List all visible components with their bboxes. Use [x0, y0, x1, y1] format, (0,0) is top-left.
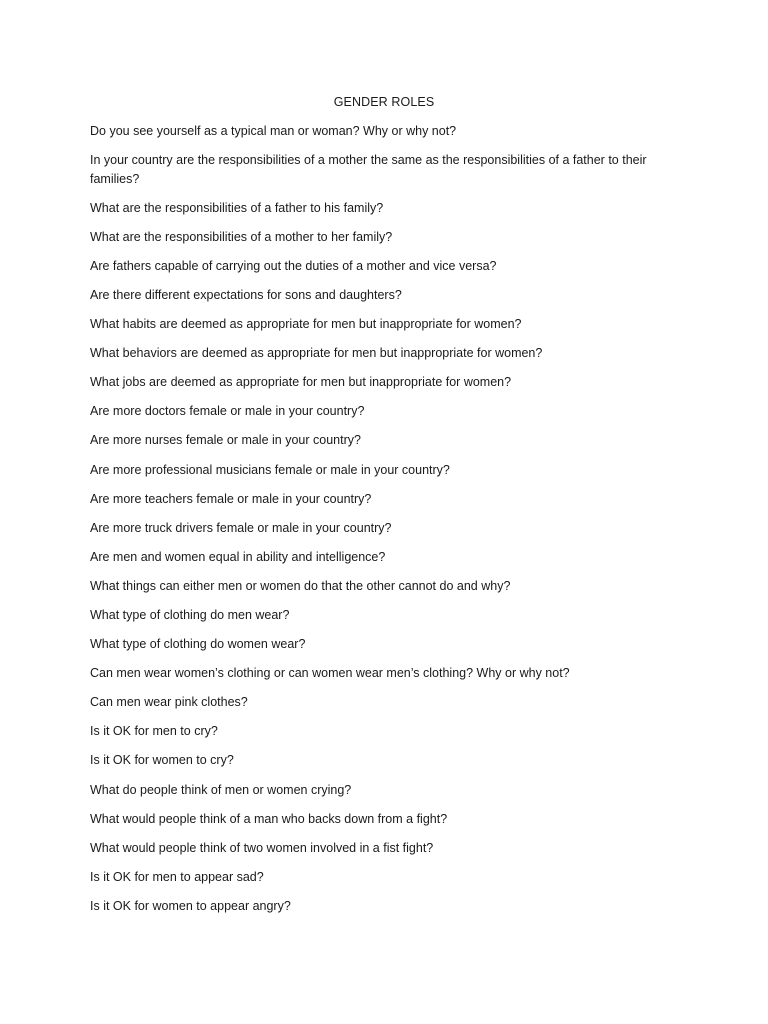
- question-item: Are more professional musicians female or male in your country?: [90, 462, 450, 477]
- question-list: [90, 122, 678, 926]
- question-item: What habits are deemed as appropriate for men but inappropriate for women?: [90, 317, 522, 332]
- question-item: In your country are the responsibilities of a mother the same as the responsibilities of a father to their families?: [90, 153, 647, 186]
- page-title: GENDER ROLES: [333, 95, 435, 109]
- question-item: What do people think of men or women crying?: [90, 782, 352, 797]
- question-item: Are more nurses female or male in your country?: [90, 433, 361, 448]
- question-item: What behaviors are deemed as appropriate for men but inappropriate for women?: [90, 346, 543, 361]
- question-item: Is it OK for men to cry?: [90, 724, 218, 739]
- question-item: Are more truck drivers female or male in your country?: [90, 520, 392, 535]
- question-item: Can men wear pink clothes?: [90, 695, 248, 710]
- question-item: Are men and women equal in ability and intelligence?: [90, 549, 386, 564]
- question-item: What would people think of a man who backs down from a fight?: [90, 811, 448, 826]
- question-item: Is it OK for women to appear angry?: [90, 898, 291, 913]
- question-item: What are the responsibilities of a father to his family?: [90, 200, 384, 215]
- question-item: What would people think of two women involved in a fist fight?: [90, 840, 434, 855]
- question-item: What are the responsibilities of a mother to her family?: [90, 229, 393, 244]
- question-item: What things can either men or women do that the other cannot do and why?: [90, 578, 511, 593]
- question-item: Are more teachers female or male in your country?: [90, 491, 372, 506]
- question-item: Is it OK for men to appear sad?: [90, 869, 264, 884]
- question-item: What type of clothing do women wear?: [90, 637, 306, 652]
- question-item: Can men wear women’s clothing or can women wear men’s clothing? Why or why not?: [90, 666, 570, 681]
- question-item: Are fathers capable of carrying out the duties of a mother and vice versa?: [90, 258, 497, 273]
- question-item: Are more doctors female or male in your country?: [90, 404, 365, 419]
- question-item: What type of clothing do men wear?: [90, 608, 290, 622]
- question-item: What jobs are deemed as appropriate for men but inappropriate for women?: [90, 375, 512, 390]
- question-item: Do you see yourself as a typical man or woman? Why or why not?: [90, 124, 457, 138]
- question-item: Is it OK for women to cry?: [90, 753, 234, 768]
- question-item: Are there different expectations for sons and daughters?: [90, 287, 402, 302]
